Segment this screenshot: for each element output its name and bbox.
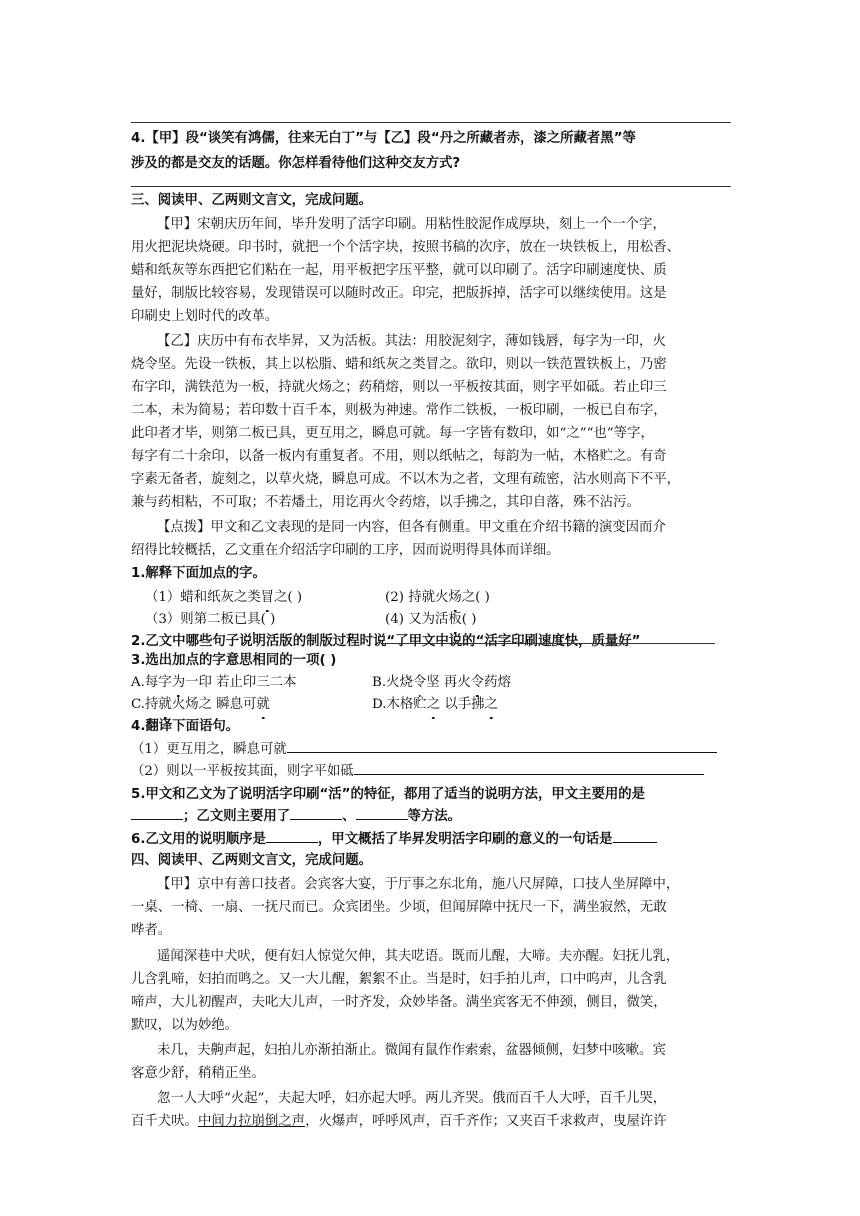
p1-line: 一桌、一椅、一扇、一抚尺而已。众宾团坐。少顷，但闻屏障中抚尺一下，满坐寂然，无敢: [131, 900, 667, 915]
q1-c-dotted: 具: [247, 609, 260, 631]
section-4-title: 四、阅读甲、乙两则文言文，完成问题。: [131, 853, 373, 868]
question-4-title: 4.翻译下面语句。: [131, 719, 240, 734]
yi-text-line: 每字有二十余印，以备一板内有重复者。不用，则以纸帖之，每韵为一帖，木格贮之。有奇: [131, 449, 667, 464]
jia-text-line: 印刷史上划时代的改革。: [131, 309, 279, 324]
yi-text-line: 【乙】庆历中有布衣毕昇，又为活板。其法：用胶泥刻字，薄如钱唇，每字为一印，火: [157, 334, 666, 349]
question-5-line-2: ；乙文则主要用了 、 等方法。: [131, 806, 731, 828]
dianbo-line: 绍得比较概括，乙文重在介绍活字印刷的工序，因而说明得具体而详细。: [131, 543, 560, 558]
question-3-options-row-2: [131, 694, 731, 716]
p2-line: 啼声，大儿初醒声，夫叱大儿声，一时齐发，众妙毕备。满坐宾客无不伸颈，侧目，微笑，: [131, 995, 667, 1010]
answer-blank[interactable]: [613, 829, 657, 843]
q1-a-dotted: 冒: [261, 587, 274, 609]
p1-line: 哗者。: [131, 923, 172, 938]
answer-blank[interactable]: [354, 761, 704, 775]
jia-text-line: 用火把泥块烧硬。印书时，就把一个个活字块，按照书稿的次序，放在一块铁板上，用松香、: [131, 240, 681, 255]
p2-line: 默叹，以为妙绝。: [131, 1018, 239, 1033]
p3-line: 客意少舒，稍稍正坐。: [131, 1066, 265, 1081]
p4-line: 百千犬吠。中间力拉崩倒之声，火爆声，呼呼风声，百千齐作；又夹百千求救声，曳屋许许: [131, 1114, 667, 1129]
option-b[interactable]: B.火烧令坚 再火令药熔: [372, 672, 511, 694]
q1-b-dotted: 炀: [448, 587, 461, 609]
p1-line: 【甲】京中有善口技者。会宾客大宴，于厅事之东北角，施八尺屏障，口技人坐屏障中，: [157, 877, 680, 892]
option-a[interactable]: A.每字为一印 若止印三二本: [131, 675, 297, 690]
question-6-line: 6.乙文用的说明顺序是 ，甲文概括了毕昇发明活字印刷的意义的一句话是: [131, 829, 731, 851]
answer-blank[interactable]: [290, 806, 342, 820]
section-3-title: 三、阅读甲、乙两则文言文，完成问题。: [131, 193, 373, 208]
q1-a-blank: 之( ): [274, 590, 303, 605]
yi-text-line: 布字印，满铁范为一板，持就火炀之；药稍熔，则以一平板按其面，则字平如砥。若止印三: [131, 380, 667, 395]
question-4-line-1: 4.【甲】段“谈笑有鸿儒，往来无白丁”与【乙】段“丹之所藏者赤，漆之所藏者黑”等: [131, 131, 636, 146]
answer-line: [381, 643, 715, 644]
answer-blank[interactable]: [287, 739, 717, 753]
p2-line: 儿含乳啼，妇拍而鸣之。又一大儿醒，絮絮不止。当是时，妇手拍儿声，口中呜声，儿含乳: [131, 972, 667, 987]
answer-blank[interactable]: [356, 806, 408, 820]
question-1-row-1: [145, 587, 745, 609]
answer-line: [131, 186, 731, 187]
question-1-row-2: [145, 609, 745, 631]
option-d[interactable]: D.木格贮之 以手拂之: [372, 694, 498, 716]
q1-d-dotted: 板: [448, 609, 461, 631]
q1-c-blank: ( ): [260, 612, 276, 627]
yi-text-line: 字素无备者，旋刻之，以草火烧，瞬息可成。不以木为之者，文理有疏密，沾水则高下不平，: [131, 472, 681, 487]
dianbo-line: 【点拨】甲文和乙文表现的是同一内容，但各有侧重。甲文重在介绍书籍的演变因而介: [157, 520, 666, 535]
question-1-title: 1.解释下面加点的字。: [131, 566, 266, 581]
p4-line: 忽一人大呼“火起”，夫起大呼，妇亦起大呼。两儿齐哭。俄而百千人大呼，百千儿哭，: [157, 1091, 667, 1106]
answer-blank[interactable]: [266, 829, 318, 843]
yi-text-line: 二本，未为简易；若印数十百千本，则极为神速。常作二铁板，一板印刷，一板已自布字，: [131, 403, 667, 418]
yi-text-line: 此印者才毕，则第二板已具，更互用之，瞬息可就。每一字皆有数印，如“之”“也”等字，: [131, 426, 654, 441]
q1-a-prefix: （1）蜡和纸灰之类: [145, 590, 261, 605]
p3-line: 未几，夫齁声起，妇拍儿亦渐拍渐止。微闻有鼠作作索索，盆器倾侧，妇梦中咳嗽。宾: [157, 1043, 666, 1058]
question-3-options-row-1: [131, 672, 731, 694]
answer-blank[interactable]: [131, 806, 183, 820]
jia-text-line: 【甲】宋朝庆历年间，毕升发明了活字印刷。用粘性胶泥作成厚块，刻上一个一个字，: [157, 217, 666, 232]
jia-text-line: 量好，制版比较容易，发现错误可以随时改正。印完，把版拆掉，活字可以继续使用。这是: [131, 286, 667, 301]
question-4-sentence-2: （2）则以一平板按其面，则字平如砥: [131, 761, 731, 783]
question-2-title: 2.乙文中哪些句子说明活版的制版过程时说“了甲文中说的“活字印刷速度快，质量好”: [131, 634, 641, 649]
question-3-title: 3.选出加点的字意思相同的一项( ): [131, 653, 337, 668]
yi-text-line: 烧令坚。先设一铁板，其上以松脂、蜡和纸灰之类冒之。欲印，则以一铁范置铁板上，乃密: [131, 357, 667, 372]
p2-line: 遥闻深巷中犬吠，便有妇人惊觉欠伸，其夫呓语。既而儿醒，大啼。夫亦醒。妇抚儿乳，: [157, 949, 680, 964]
q1-b: (2) 持就火炀之( ): [385, 587, 490, 609]
question-4-line-2: 涉及的都是交友的话题。你怎样看待他们这种交友方式?: [131, 156, 461, 171]
question-5-line-1: 5.甲文和乙文为了说明活字印刷“活”的特征，都用了适当的说明方法，甲文主要用的是: [131, 787, 646, 802]
option-c[interactable]: C.持就火炀之 瞬息可就: [131, 697, 270, 712]
jia-text-line: 蜡和纸灰等东西把它们粘在一起，用平板把字压平整，就可以印刷了。活字印刷速度快、质: [131, 263, 667, 278]
q1-d: (4) 又为活板( ): [385, 609, 477, 631]
answer-line: [131, 122, 731, 123]
yi-text-line: 兼与药相粘，不可取；不若燔土，用讫再火令药熔，以手拂之，其印自落，殊不沾污。: [131, 495, 640, 510]
q1-c-prefix: （3）则第二板已: [145, 612, 248, 627]
question-4-sentence-1: （1）更互用之，瞬息可就: [131, 739, 731, 761]
underlined-phrase: 中间力拉崩倒之声: [197, 1114, 306, 1129]
